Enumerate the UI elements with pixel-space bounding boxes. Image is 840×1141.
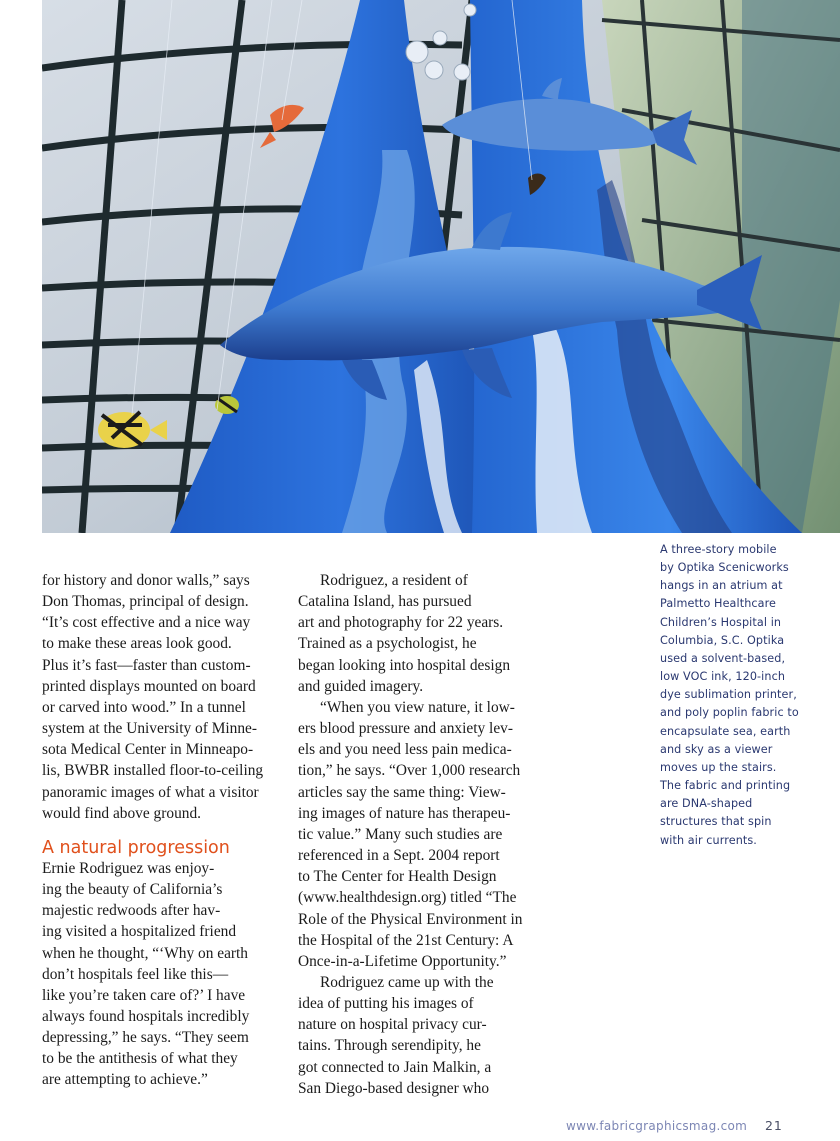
page-number: 21 xyxy=(764,1118,783,1133)
body-line: would find above ground. xyxy=(42,804,202,822)
caption-line: with air currents. xyxy=(660,833,757,847)
body-line: to make these areas look good. xyxy=(42,635,232,653)
atrium-mobile-photo xyxy=(42,0,840,533)
caption-line: low VOC ink, 120-inch xyxy=(660,670,786,684)
body-line: San Diego-based designer who xyxy=(298,1079,490,1097)
section-heading: A natural progression xyxy=(42,837,230,858)
caption-line: Columbia, S.C. Optika xyxy=(660,633,785,647)
body-line: Rodriguez, a resident of xyxy=(320,572,468,589)
caption-line: by Optika Scenicworks xyxy=(660,561,789,575)
body-line: articles say the same thing: View- xyxy=(298,783,506,801)
body-line: Role of the Physical Environment in xyxy=(298,910,523,928)
article-column-1 xyxy=(42,570,282,1091)
caption-line: structures that spin xyxy=(660,815,772,829)
body-line: “When you view nature, it low- xyxy=(320,698,515,716)
body-line: Plus it’s fast—faster than custom- xyxy=(42,656,251,674)
body-line: lis, BWBR installed floor-to-ceiling xyxy=(42,762,264,780)
body-line: art and photography for 22 years. xyxy=(298,614,504,632)
caption-line: Palmetto Healthcare xyxy=(660,597,777,611)
caption-line: are DNA-shaped xyxy=(660,797,753,811)
caption-line: and sky as a viewer xyxy=(660,742,773,756)
body-line: are attempting to achieve.” xyxy=(42,1071,208,1089)
body-line: Catalina Island, has pursued xyxy=(298,593,472,611)
body-line: or carved into wood.” In a tunnel xyxy=(42,698,246,716)
body-line: to The Center for Health Design xyxy=(298,868,497,886)
body-line: printed displays mounted on board xyxy=(42,677,256,695)
caption-line: A three-story mobile xyxy=(660,543,777,556)
caption-line: moves up the stairs. xyxy=(660,760,777,774)
body-line: depressing,” he says. “They seem xyxy=(42,1029,249,1047)
body-line: began looking into hospital design xyxy=(298,656,511,674)
caption-line: hangs in an atrium at xyxy=(660,579,783,593)
body-line: and guided imagery. xyxy=(298,677,424,695)
article-column-2 xyxy=(298,570,538,1099)
body-line: Rodriguez came up with the xyxy=(320,973,494,991)
caption-line: used a solvent-based, xyxy=(660,651,786,665)
body-line: tains. Through serendipity, he xyxy=(298,1037,481,1055)
body-line: to be the antithesis of what they xyxy=(42,1050,238,1068)
body-line: ing visited a hospitalized friend xyxy=(42,923,237,941)
body-line: (www.healthdesign.org) titled “The xyxy=(298,889,517,907)
body-line: system at the University of Minne- xyxy=(42,720,258,738)
body-line: majestic redwoods after hav- xyxy=(42,902,221,920)
body-line: nature on hospital privacy cur- xyxy=(298,1016,487,1034)
body-line: els and you need less pain medica- xyxy=(298,741,512,759)
body-line: for history and donor walls,” says xyxy=(42,572,250,589)
body-line: “It’s cost effective and a nice way xyxy=(42,614,251,632)
body-line: when he thought, “‘Why on earth xyxy=(42,944,248,962)
caption-line: and poly poplin fabric to xyxy=(660,706,799,720)
body-line: sota Medical Center in Minneapo- xyxy=(42,741,254,759)
body-line: don’t hospitals feel like this— xyxy=(42,965,229,983)
body-line: like you’re taken care of?’ I have xyxy=(42,986,246,1004)
body-line: Don Thomas, principal of design. xyxy=(42,593,249,611)
body-line: ing images of nature has therapeu- xyxy=(298,804,511,822)
body-line: Trained as a psychologist, he xyxy=(298,635,477,653)
body-line: Ernie Rodriguez was enjoy- xyxy=(42,859,215,877)
caption-line: Children’s Hospital in xyxy=(660,615,782,629)
body-line: the Hospital of the 21st Century: A xyxy=(298,931,514,949)
caption-line: encapsulate sea, earth xyxy=(660,724,791,738)
body-line: ers blood pressure and anxiety lev- xyxy=(298,720,513,738)
body-line: panoramic images of what a visitor xyxy=(42,783,259,801)
body-line: got connected to Jain Malkin, a xyxy=(298,1058,492,1076)
body-line: tic value.” Many such studies are xyxy=(298,825,503,843)
body-line: ing the beauty of California’s xyxy=(42,881,223,899)
caption-line: dye sublimation printer, xyxy=(660,688,797,702)
body-line: Once-in-a-Lifetime Opportunity.” xyxy=(298,952,507,970)
page-footer xyxy=(566,1118,783,1133)
body-line: idea of putting his images of xyxy=(298,995,474,1013)
body-line: tion,” he says. “Over 1,000 research xyxy=(298,762,521,780)
footer-url[interactable]: www.fabricgraphicsmag.com xyxy=(566,1119,748,1133)
caption-line: The fabric and printing xyxy=(660,779,791,793)
body-line: referenced in a Sept. 2004 report xyxy=(298,847,500,865)
body-line: always found hospitals incredibly xyxy=(42,1007,250,1025)
photo-caption xyxy=(660,541,835,850)
